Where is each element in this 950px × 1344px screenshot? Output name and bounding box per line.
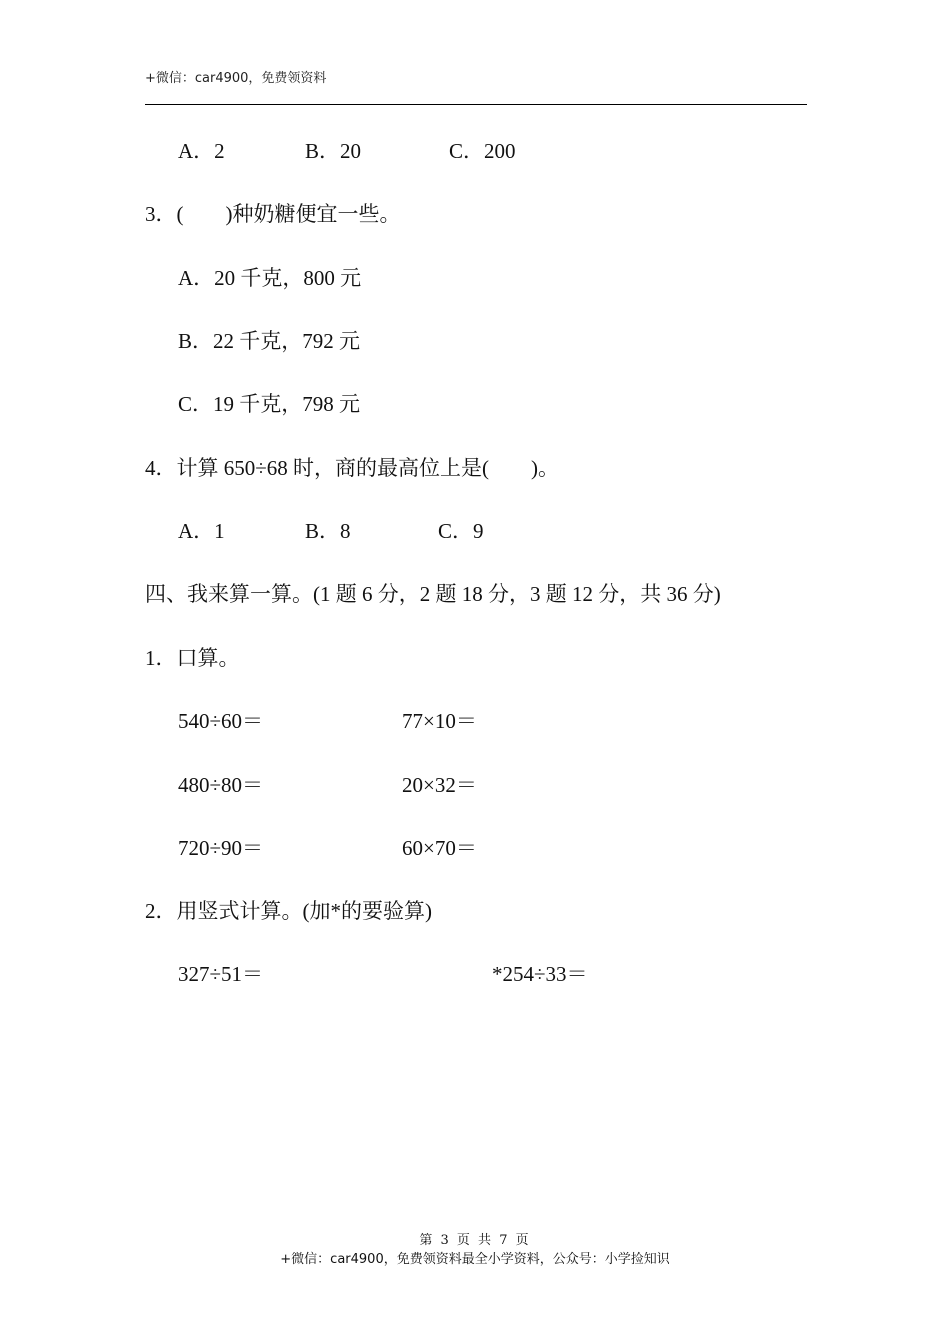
q2-option-a: A．2 <box>178 139 225 163</box>
oral-item: 720÷90＝ <box>178 836 264 860</box>
header-text: +微信：car4900，免费领资料 <box>145 71 327 86</box>
header-rule <box>145 104 807 105</box>
q2-option-c: C．200 <box>449 139 516 163</box>
oral-item: 77×10＝ <box>402 709 477 733</box>
q3-option-a: A．20 千克，800 元 <box>178 266 362 290</box>
q2-option-b: B．20 <box>305 139 362 163</box>
vertical-calc-item: *254÷33＝ <box>492 962 588 986</box>
oral-item: 480÷80＝ <box>178 773 264 797</box>
q4-option-c: C．9 <box>438 519 484 543</box>
oral-item: 540÷60＝ <box>178 709 264 733</box>
q4-option-a: A．1 <box>178 519 225 543</box>
q3-option-c: C．19 千克，798 元 <box>178 392 361 416</box>
oral-item: 60×70＝ <box>402 836 477 860</box>
q3-stem: 3．( )种奶糖便宜一些。 <box>145 202 401 226</box>
vertical-calc-item: 327÷51＝ <box>178 962 264 986</box>
section4-q2-title: 2．用竖式计算。(加*的要验算) <box>145 899 432 923</box>
page-number: 第 3 页 共 7 页 <box>419 1233 531 1248</box>
section4-title: 四、我来算一算。(1 题 6 分，2 题 18 分，3 题 12 分，共 36 分) <box>145 582 721 606</box>
section4-q1-title: 1．口算。 <box>145 646 240 670</box>
q4-option-b: B．8 <box>305 519 351 543</box>
footer-note: +微信：car4900，免费领资料最全小学资料，公众号：小学捡知识 <box>280 1252 670 1267</box>
oral-item: 20×32＝ <box>402 773 477 797</box>
q4-stem: 4．计算 650÷68 时，商的最高位上是( )。 <box>145 456 560 480</box>
q3-option-b: B．22 千克，792 元 <box>178 329 361 353</box>
